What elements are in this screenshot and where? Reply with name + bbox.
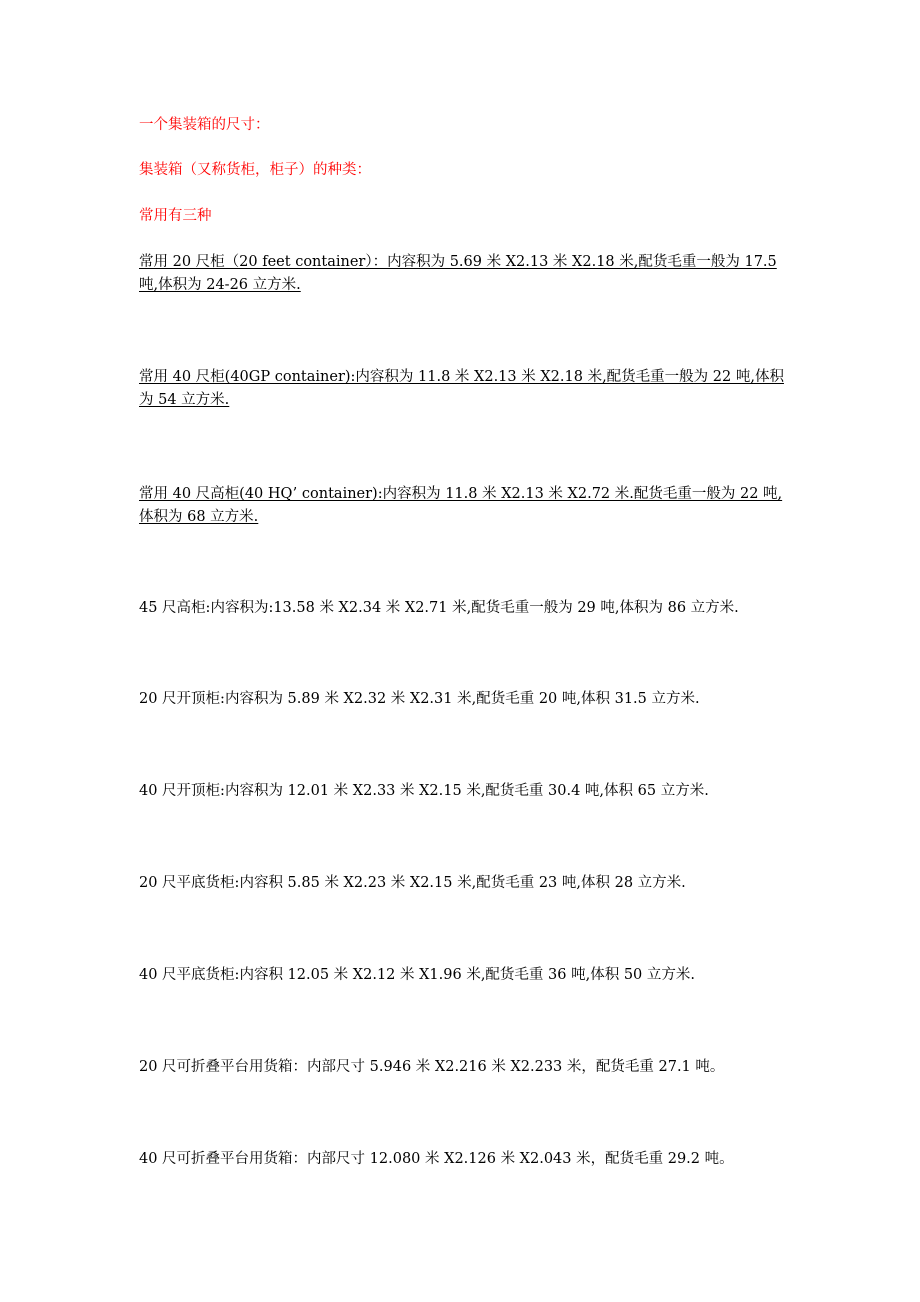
size-heading: 一个集装箱的尺寸：	[139, 117, 270, 133]
container-20ft-open-top-paragraph: 20 尺开顶柜:内容积为 5.89 米 X2.32 米 X2.31 米,配货毛重 20 吨,体积 31.5 立方米.	[139, 691, 700, 707]
container-40hq-paragraph: 常用 40 尺高柜(40 HQ’ container):内容积为 11.8 米 X2.13 米 X2.72 米.配货毛重一般为 22 吨,体积为 68 立方米.	[139, 486, 783, 525]
container-20ft-paragraph: 常用 20 尺柜（20 feet container）：内容积为 5.69 米 X2.13 米 X2.18 米,配货毛重一般为 17.5 吨,体积为 24-26 立方米.	[139, 254, 777, 293]
common-three-heading: 常用有三种	[139, 208, 212, 224]
container-20ft-flat-paragraph: 20 尺平底货柜:内容积 5.85 米 X2.23 米 X2.15 米,配货毛重 23 吨,体积 28 立方米.	[139, 875, 686, 891]
container-40ft-open-top-paragraph: 40 尺开顶柜:内容积为 12.01 米 X2.33 米 X2.15 米,配货毛重 30.4 吨,体积 65 立方米.	[139, 783, 709, 799]
container-45ft-high-paragraph: 45 尺高柜:内容积为:13.58 米 X2.34 米 X2.71 米,配货毛重一般为 29 吨,体积为 86 立方米.	[139, 600, 739, 616]
types-heading: 集装箱（又称货柜，柜子）的种类：	[139, 162, 371, 178]
container-40ft-foldable-paragraph: 40 尺可折叠平台用货箱：内部尺寸 12.080 米 X2.126 米 X2.043 米，配货毛重 29.2 吨。	[139, 1151, 734, 1167]
container-40gp-paragraph: 常用 40 尺柜(40GP container):内容积为 11.8 米 X2.13 米 X2.18 米,配货毛重一般为 22 吨,体积为 54 立方米.	[139, 369, 784, 408]
container-20ft-foldable-paragraph: 20 尺可折叠平台用货箱：内部尺寸 5.946 米 X2.216 米 X2.233 米，配货毛重 27.1 吨。	[139, 1059, 725, 1075]
container-40ft-flat-paragraph: 40 尺平底货柜:内容积 12.05 米 X2.12 米 X1.96 米,配货毛重 36 吨,体积 50 立方米.	[139, 967, 695, 983]
